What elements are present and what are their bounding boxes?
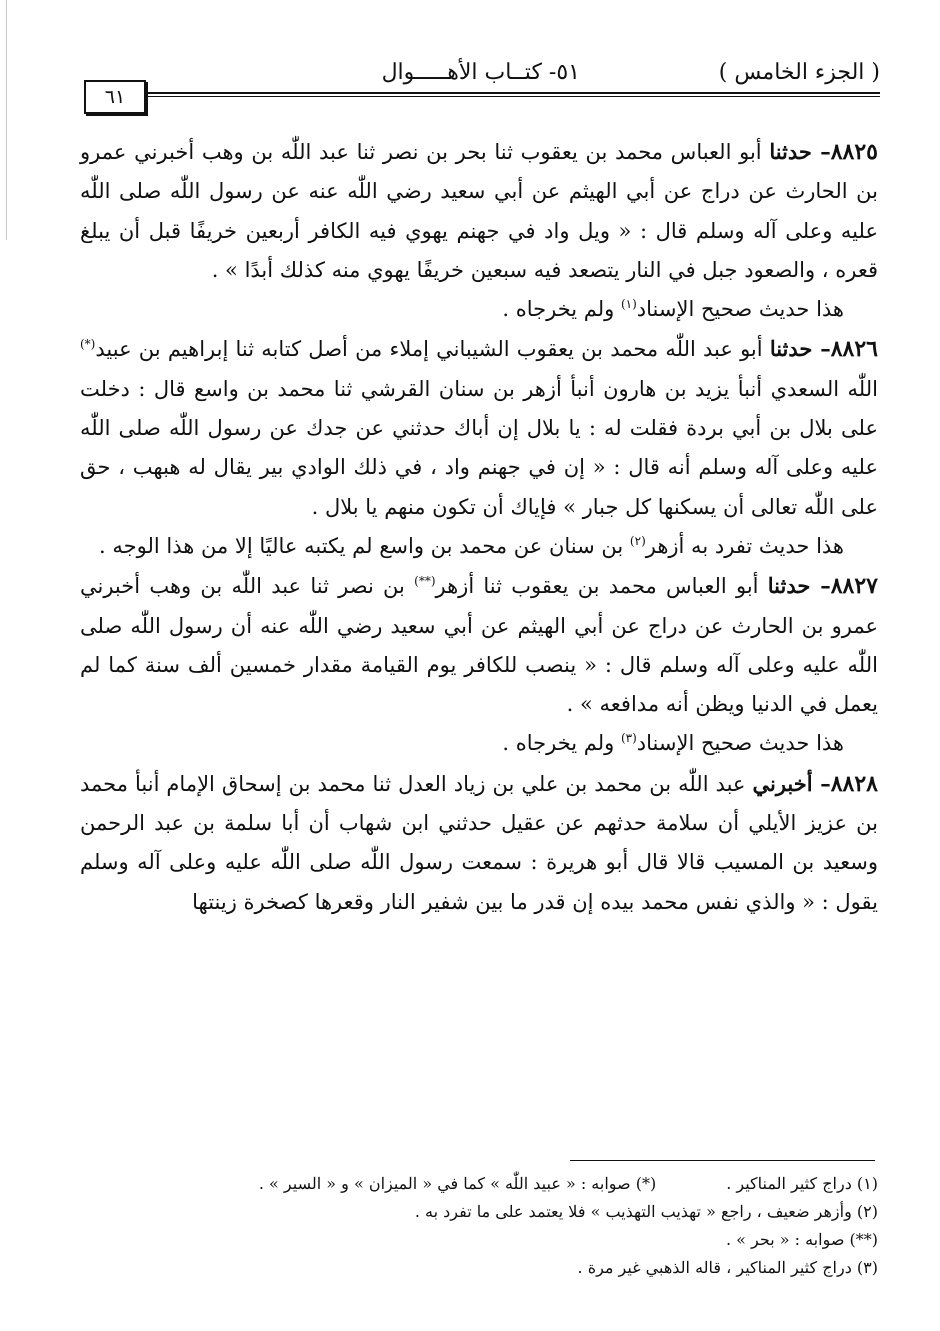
footnote-3: (٣) دراج كثير المناكير ، قاله الذهبي غير مرة .: [577, 1258, 878, 1277]
header-rule: [144, 92, 880, 94]
footnote-2: (٢) وأزهر ضعيف ، راجع « تهذيب التهذيب » فلا يعتمد على ما تفرد به .: [414, 1202, 878, 1221]
hadith-8826: [80, 329, 878, 526]
scan-edge-line: [6, 0, 7, 240]
hadith-number: ٨٨٢٦: [830, 336, 878, 363]
footnote-ref-1: (١): [620, 297, 637, 312]
grading-text: هذا حديث تفرد به أزهر: [645, 533, 844, 558]
footnote-ref-3: (٣): [620, 731, 637, 746]
running-header: [84, 56, 880, 108]
hadith-text: أبو العباس محمد بن يعقوب ثنا أزهر: [435, 574, 768, 599]
grading-text: هذا حديث صحيح الإسناد: [636, 297, 844, 322]
header-rule-thin: [144, 96, 880, 97]
footnote-separator: [570, 1160, 875, 1161]
footnote-row-1: [80, 1170, 878, 1198]
hadith-opener: – حدثنا: [767, 573, 831, 599]
footnote-ref-star: (*): [80, 337, 96, 352]
hadith-text-cont: اللّٰه السعدي أنبأ يزيد بن هارون أنبأ أزهر بن سنان القرشي ثنا محمد بن واسع قال : دخلت على بلال بن أبي بردة فقلت له : يا بلال إن أباك حدثني عن جدك عن رسول اللّٰه صلى اللّٰه عليه وعلى آله وسلم أنه قال : « إن في جهنم واد ، في ذلك الوادي بير يقال له هبهب ، حق على اللّٰه تعالى أن يسكنها كل جبار » فإياك أن تكون منهم يا بلال .: [80, 376, 878, 519]
main-text: [80, 132, 878, 922]
footnote-star: (*) صوابه : « عبيد اللّٰه » كما في « الميزان » و « السير » .: [258, 1174, 657, 1193]
footnotes: [80, 1170, 878, 1282]
grading-text-end: ولم يخرجاه .: [502, 731, 621, 756]
hadith-number: ٨٨٢٥: [830, 139, 878, 165]
footnote-1: (١) دراج كثير المناكير .: [726, 1174, 878, 1193]
book-title: ٥١- كتــاب الأهـــــوال: [381, 60, 580, 85]
hadith-number: ٨٨٢٨: [830, 770, 878, 797]
grading-text-end: بن سنان عن محمد بن واسع لم يكتبه عاليًا إلا من هذا الوجه .: [99, 533, 630, 558]
footnote-ref-star2: (**): [414, 574, 436, 589]
hadith-8825: [80, 132, 878, 290]
hadith-text: أبو عبد اللّٰه محمد بن يعقوب الشيباني إملاء من أصل كتابه ثنا إبراهيم بن عبيد: [95, 337, 770, 362]
hadith-opener: – حدثنا: [769, 139, 831, 164]
grading-text-end: ولم يخرجاه .: [502, 297, 621, 322]
hadith-opener: – أخبرني: [752, 770, 831, 796]
part-title: ( الجزء الخامس ): [718, 60, 880, 85]
hadith-text: أبو العباس محمد بن يعقوب ثنا بحر بن نصر ثنا عبد اللّٰه بن وهب أخبرني عمرو بن الحارث عن دراج عن أبي الهيثم عن أبي سعيد رضي اللّٰه عنه عن رسول اللّٰه صلى اللّٰه عليه وعلى آله وسلم قال : « ويل واد في جهنم يهوي فيه الكافر أربعين خريفًا قبل أن يبلغ قعره ، والصعود جبل في النار يتصعد فيه سبعين خريفًا يهوي منه كذلك أبدًا » .: [80, 140, 878, 282]
hadith-text-cont: بن نصر ثنا عبد اللّٰه بن وهب أخبرني عمرو بن الحارث عن دراج عن أبي الهيثم عن أبي سعيد رضي اللّٰه عنه أن رسول اللّٰه صلى اللّٰه عليه وعلى آله وسلم قال : « ينصب للكافر يوم القيامة مقدار خمسين ألف سنة كما لم يعمل في الدنيا ويظن أنه مدافعه » .: [80, 574, 878, 717]
hadith-opener: – حدثنا: [769, 336, 831, 362]
grading-8825: [80, 290, 878, 329]
grading-text: هذا حديث صحيح الإسناد: [636, 731, 844, 756]
grading-8827: [80, 724, 878, 763]
footnote-star2: (**) صوابه : « بحر » .: [726, 1230, 878, 1249]
hadith-8827: [80, 566, 878, 724]
page-number: ٦١: [84, 80, 146, 114]
hadith-text: عبد اللّٰه بن محمد بن علي بن زياد العدل ثنا محمد بن إسحاق الإمام أنبأ محمد بن عزيز الأيلي أن سلامة حدثهم عن عقيل حدثني ابن شهاب أن أبا سلمة بن عبد الرحمن وسعيد بن المسيب قالا قال أبو هريرة : سمعت رسول اللّٰه صلى اللّٰه عليه وعلى آله وسلم يقول : « والذي نفس محمد بيده إن قدر ما بين شفير النار وقعرها كصخرة زينتها: [80, 771, 878, 914]
footnote-ref-2: (٢): [629, 533, 646, 548]
grading-8826: [80, 527, 878, 566]
hadith-8828: [80, 764, 878, 922]
hadith-number: ٨٨٢٧: [830, 573, 878, 600]
